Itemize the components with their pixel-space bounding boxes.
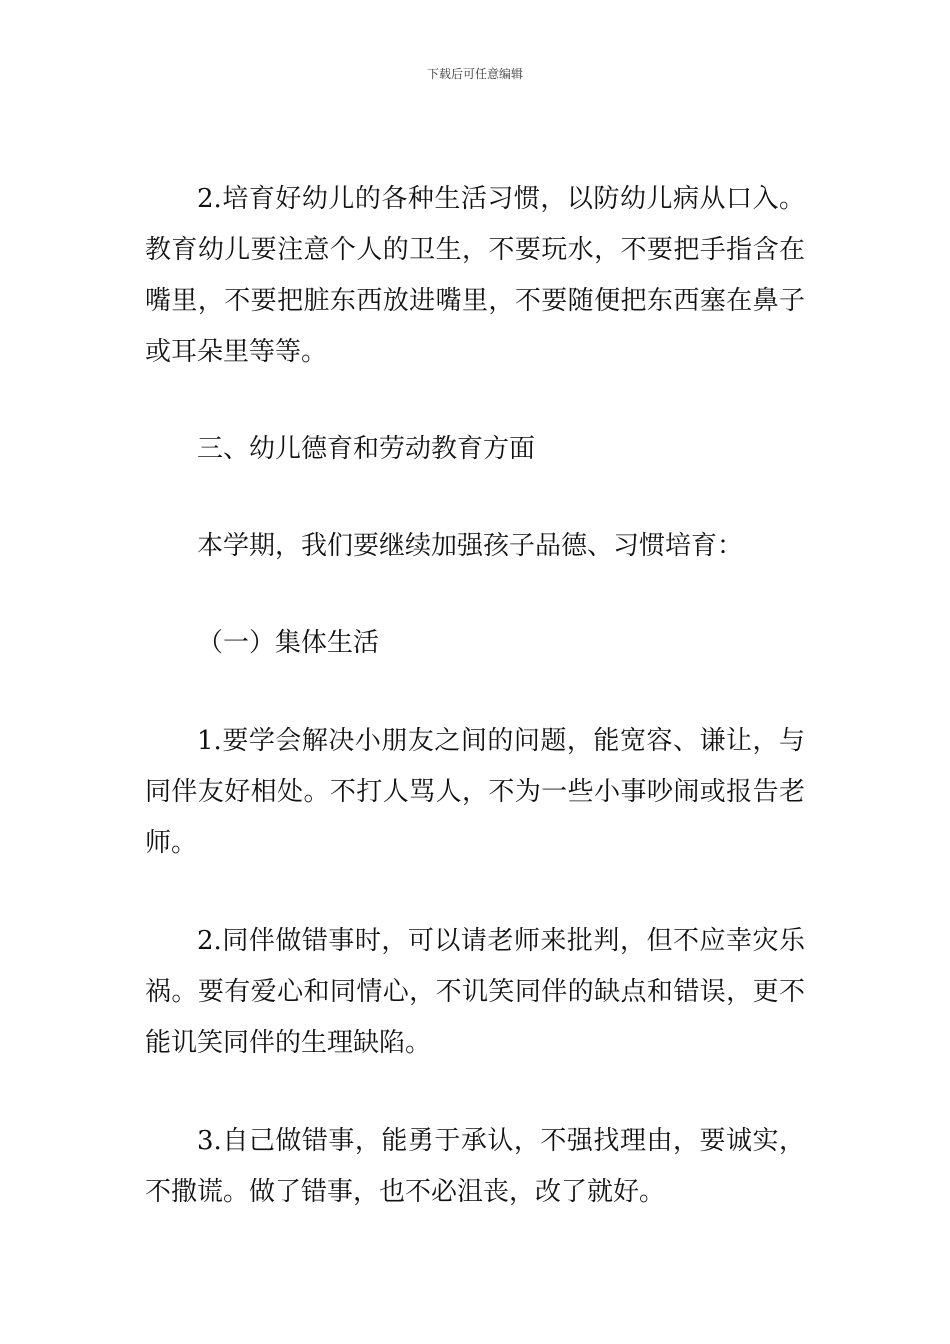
document-body	[145, 174, 805, 1218]
paragraph-habits: 2.培育好幼儿的各种生活习惯，以防幼儿病从口入。教育幼儿要注意个人的卫生，不要玩水，不要把手指含在嘴里，不要把脏东西放进嘴里，不要随便把东西塞在鼻子或耳朵里等等。	[145, 184, 805, 367]
paragraph-item-3: 3.自己做错事，能勇于承认，不强找理由，要诚实，不撒谎。做了错事，也不必沮丧，改了就好。	[145, 1126, 805, 1207]
paragraph-item-1: 1.要学会解决小朋友之间的问题，能宽容、谦让，与同伴友好相处。不打人骂人，不为一些小事吵闹或报告老师。	[145, 726, 805, 858]
page-header-note: 下载后可任意编辑	[426, 67, 523, 81]
paragraph-intro: 本学期，我们要继续加强孩子品德、习惯培育：	[197, 531, 744, 561]
paragraph-item-2: 2.同伴做错事时，可以请老师来批判，但不应幸灾乐祸。要有爱心和同情心，不讥笑同伴的缺点和错误，更不能讥笑同伴的生理缺陷。	[145, 926, 805, 1058]
subheading-collective-life: （一）集体生活	[197, 628, 380, 658]
section-heading-moral-labor: 三、幼儿德育和劳动教育方面	[197, 434, 536, 464]
